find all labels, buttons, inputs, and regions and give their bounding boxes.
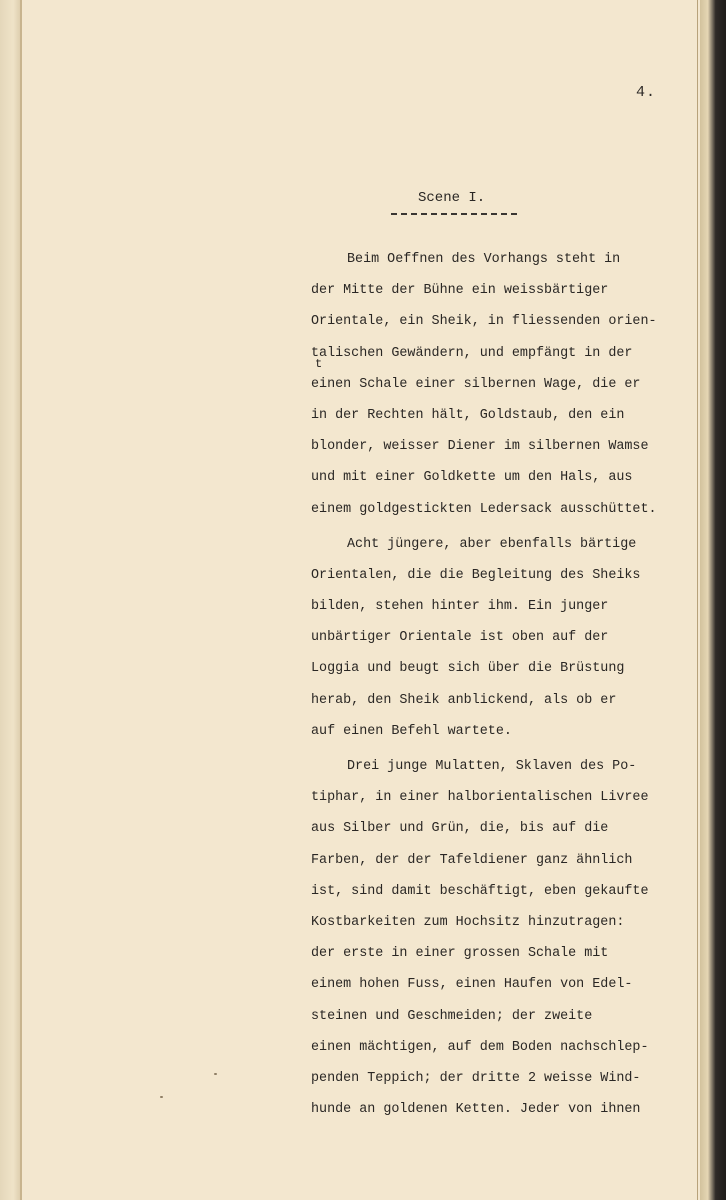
body-text xyxy=(311,244,711,1125)
text-line: blonder, weisser Diener im silbernen Wamse xyxy=(311,439,649,455)
title-underline xyxy=(391,213,517,215)
text-line: einen Schale einer silbernen Wage, die er xyxy=(311,376,641,392)
text-line: talischen Gewändern, und empfängt in der xyxy=(311,345,633,361)
text-line: Farben, der der Tafeldiener ganz ähnlich xyxy=(311,852,633,868)
paper-speck xyxy=(160,1096,163,1098)
text-line: unbärtiger Orientale ist oben auf der xyxy=(311,630,609,646)
text-line: steinen und Geschmeiden; der zweite xyxy=(311,1008,593,1024)
text-line: der Mitte der Bühne ein weissbärtiger xyxy=(311,283,609,299)
text-line: Drei junge Mulatten, Sklaven des Po- xyxy=(347,759,637,774)
text-line: auf einen Befehl wartete. xyxy=(311,723,512,739)
text-line: Kostbarkeiten zum Hochsitz hinzutragen: xyxy=(311,914,625,930)
text-line: einem goldgestickten Ledersack ausschüttet. xyxy=(311,501,657,517)
page-number: 4. xyxy=(636,84,657,101)
paper-speck xyxy=(214,1073,217,1075)
text-line: hunde an goldenen Ketten. Jeder von ihnen xyxy=(311,1102,641,1118)
text-line: Orientalen, die die Begleitung des Sheiks xyxy=(311,567,641,583)
text-line: Beim Oeffnen des Vorhangs steht in xyxy=(347,252,621,267)
text-line: und mit einer Goldkette um den Hals, aus xyxy=(311,470,633,486)
text-line: aus Silber und Grün, die, bis auf die xyxy=(311,821,609,837)
text-line: Loggia und beugt sich über die Brüstung xyxy=(311,661,625,677)
previous-page-edge xyxy=(0,0,22,1200)
text-line: tiphar, in einer halborientalischen Livree xyxy=(311,790,649,806)
text-line: einem hohen Fuss, einen Haufen von Edel- xyxy=(311,977,633,993)
text-line: einen mächtigen, auf dem Boden nachschlep- xyxy=(311,1039,649,1055)
text-line: herab, den Sheik anblickend, als ob er xyxy=(311,692,617,708)
text-line: ist, sind damit beschäftigt, eben gekaufte xyxy=(311,883,649,899)
text-line: der erste in einer grossen Schale mit xyxy=(311,946,609,962)
text-line: in der Rechten hält, Goldstaub, den ein xyxy=(311,407,625,423)
text-line: bilden, stehen hinter ihm. Ein junger xyxy=(311,599,609,615)
text-line: Orientale, ein Sheik, in fliessenden orien- xyxy=(311,314,657,330)
text-line: Acht jüngere, aber ebenfalls bärtige xyxy=(347,536,637,552)
text-line: penden Teppich; der dritte 2 weisse Wind- xyxy=(311,1070,641,1086)
scene-title: Scene I. xyxy=(418,190,486,206)
handwritten-correction-mark: t xyxy=(315,357,323,371)
